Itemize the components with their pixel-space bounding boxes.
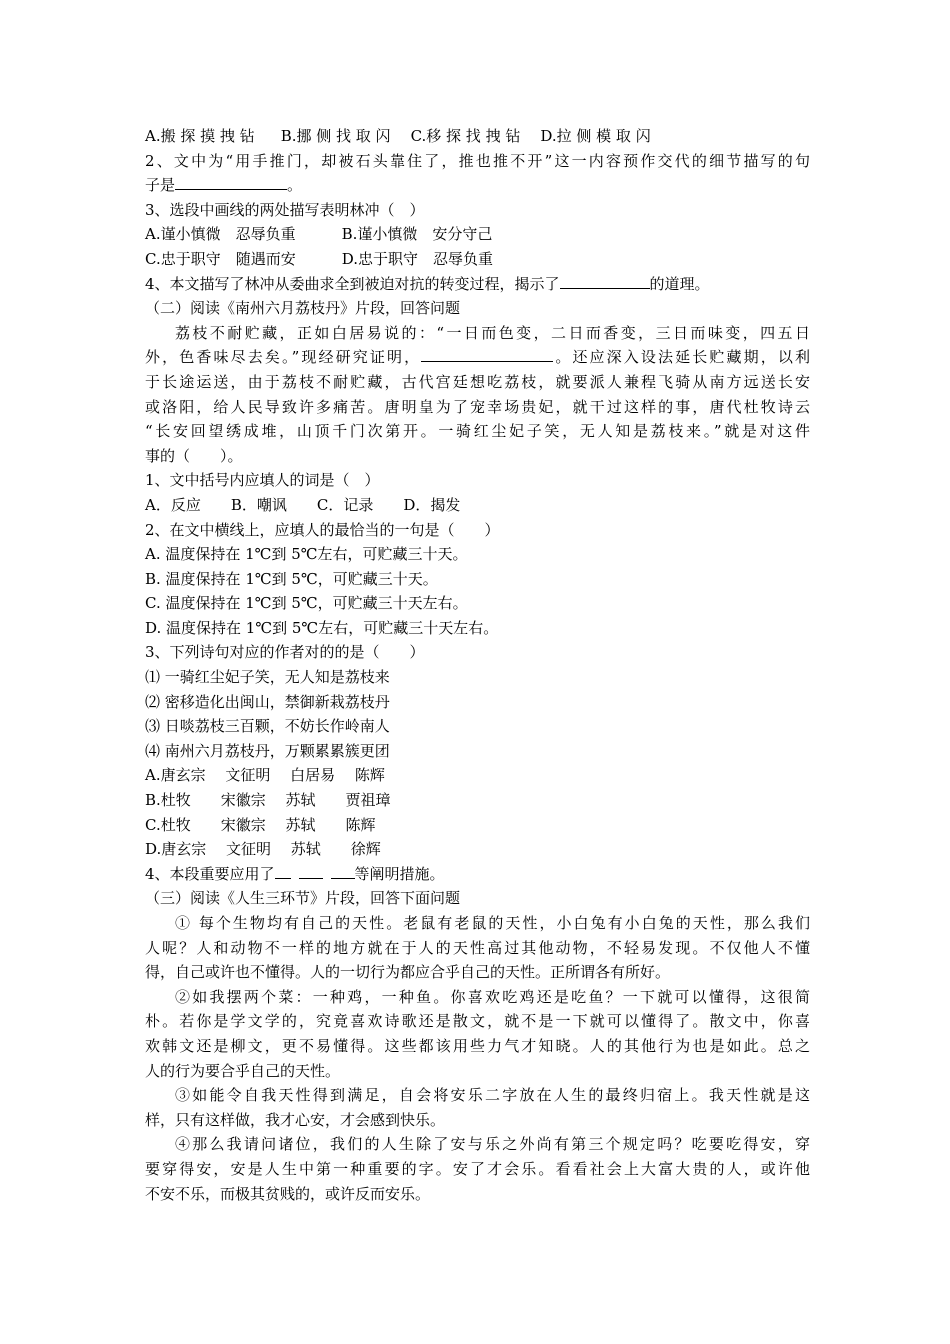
passage-line: 于长途运送，由于荔枝不耐贮藏，古代宫廷想吃荔枝，就要派人兼程飞骑从南方远送长安	[145, 372, 810, 391]
question-option: C. 温度保持在 1℃到 5℃，可贮藏三十天左右。	[145, 594, 468, 613]
q3-options-cd: C.忠于职守 随遇而安 D.忠于职守 忍辱负重	[145, 249, 493, 268]
question-option: A.唐玄宗 文征明 白居易 陈辉	[145, 766, 385, 785]
question-option: C.杜牧 宋徽宗 苏轼 陈辉	[145, 815, 376, 834]
passage-line: 不安不乐，而极其贫贱的，或许反而安乐。	[145, 1184, 431, 1203]
question-option: A. 温度保持在 1℃到 5℃左右，可贮藏三十天。	[145, 545, 468, 564]
answer-blank[interactable]	[275, 863, 291, 879]
question-options: A．反应 B．嘲讽 C．记录 D．揭发	[145, 495, 461, 514]
question: 4、本段重要应用了 等阐明措施。	[145, 864, 445, 883]
answer-blank[interactable]	[421, 346, 553, 362]
section-heading: （二）阅读《南州六月荔枝丹》片段，回答问题	[145, 299, 461, 318]
passage-line: 得，自己或许也不懂得。人的一切行为都应合乎自己的天性。正所谓各有所好。	[145, 963, 671, 982]
passage-line: 要穿得安，安是人生中第一种重要的字。安了才会乐。看看社会上大富大贵的人，或许他	[145, 1159, 810, 1178]
passage-line: 人的行为要合乎自己的天性。	[145, 1061, 341, 1080]
document-page	[145, 124, 810, 1206]
q4-question: 4、本文描写了林冲从委曲求全到被迫对抗的转变过程，揭示了 的道理。	[145, 274, 710, 293]
passage-line: 荔枝不耐贮藏，正如白居易说的：“一日而色变，二日而香变，三日而味变，四五日	[175, 323, 810, 342]
answer-blank[interactable]	[560, 273, 650, 289]
q2-line1: 2、文中为“用手推门，却被石头靠住了，推也推不开”这一内容预作交代的细节描写的句	[145, 151, 810, 170]
passage-line: 样，只有这样做，我才心安，才会感到快乐。	[145, 1110, 446, 1129]
option-c: C.移 探 找 拽 钻	[410, 127, 521, 145]
passage-line: ④那么我请问诸位，我们的人生除了安与乐之外尚有第三个规定吗？吃要吃得安，穿	[175, 1135, 810, 1154]
answer-blank[interactable]	[331, 863, 355, 879]
passage-line: 外，色香味尽去矣。”现经研究证明， 。还应深入设法延长贮藏期，以利	[145, 348, 810, 367]
passage-line: ① 每个生物均有自己的天性。老鼠有老鼠的天性，小白兔有小白兔的天性，那么我们	[175, 914, 810, 932]
question: 1、文中括号内应填人的词是（ ）	[145, 471, 380, 490]
passage-line: “长安回望绣成堆，山顶千门次第开。一骑红尘妃子笑，无人知是荔枝来。”就是对这件	[145, 422, 810, 441]
passage-line: 朴。若你是学文学的，究竟喜欢诗歌还是散文，就不是一下就可以懂得了。散文中，你喜	[145, 1012, 810, 1031]
question-option: B.杜牧 宋徽宗 苏轼 贾祖璋	[145, 791, 391, 810]
option-d: D.拉 侧 模 取 闪	[540, 127, 651, 145]
question: 2、在文中横线上，应填人的最恰当的一句是（ ）	[145, 520, 500, 539]
option-b: B.挪 侧 找 取 闪	[280, 127, 391, 145]
passage-line: 事的（ ）。	[145, 446, 243, 465]
question-option: B. 温度保持在 1℃到 5℃，可贮藏三十天。	[145, 569, 438, 588]
answer-blank[interactable]	[299, 863, 323, 879]
q-prev-options-row	[145, 124, 810, 149]
poem-line: ⑴ 一骑红尘妃子笑，无人知是荔枝来	[145, 668, 390, 687]
passage-line: 欢韩文还是柳文，更不易懂得。这些都该用些力气才知晓。人的其他行为也是如此。总之	[145, 1036, 810, 1055]
question-option: D. 温度保持在 1℃到 5℃左右，可贮藏三十天左右。	[145, 618, 499, 637]
poem-line: ⑵ 密移造化出闽山，禁御新栽荔枝丹	[145, 692, 390, 711]
question: 3、下列诗句对应的作者对的的是（ ）	[145, 643, 425, 662]
passage-line: 或洛阳，给人民导致许多痛苦。唐明皇为了宠幸场贵妃，就干过这样的事，唐代杜牧诗云	[145, 397, 810, 416]
q3-options-ab: A.谨小慎微 忍辱负重 B.谨小慎微 安分守己	[145, 225, 493, 244]
passage-line: ③如能令自我天性得到满足，自会将安乐二字放在人生的最终归宿上。我天性就是这	[175, 1086, 810, 1105]
answer-blank[interactable]	[175, 174, 287, 190]
option-a: A.搬 探 摸 拽 钻	[145, 127, 255, 145]
passage-line: 人呢？人和动物不一样的地方就在于人的天性高过其他动物，不轻易发现。不仅他人不懂	[145, 938, 810, 957]
poem-line: ⑷ 南州六月荔枝丹，万颗累累簇更团	[145, 741, 390, 760]
passage-line: ②如我摆两个菜：一种鸡，一种鱼。你喜欢吃鸡还是吃鱼？一下就可以懂得，这很简	[175, 987, 810, 1006]
q3-question: 3、选段中画线的两处描写表明林冲（ ）	[145, 200, 425, 219]
q2-line2: 子是 。	[145, 176, 303, 195]
section-heading: （三）阅读《人生三环节》片段，回答下面问题	[145, 889, 461, 908]
question-option: D.唐玄宗 文征明 苏轼 徐辉	[145, 840, 381, 859]
poem-line: ⑶ 日啖荔枝三百颗，不妨长作岭南人	[145, 717, 390, 736]
